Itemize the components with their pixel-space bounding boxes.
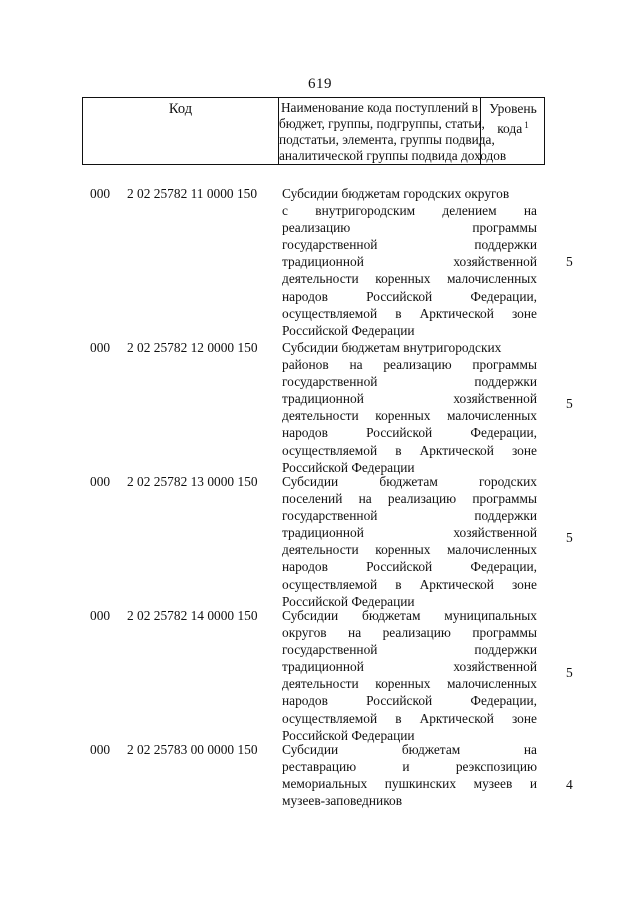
row-level: 5 [566, 396, 573, 411]
row-description-line: Субсидии бюджетам на [282, 742, 537, 757]
header-level-text: кода [497, 121, 523, 136]
row-description-line: деятельности коренных малочисленных [282, 271, 537, 287]
row-description-line: деятельности коренных малочисленных [282, 542, 537, 558]
row-description-line: традиционной хозяйственной [282, 391, 537, 407]
header-code-cell [83, 98, 279, 164]
header-name-line: Наименование кода поступлений в [280, 100, 479, 115]
row-description-line: народов Российской Федерации, [282, 559, 537, 575]
row-description-line: традиционной хозяйственной [282, 525, 537, 541]
header-name-cell [279, 98, 507, 164]
row-description-line: осуществляемой в Арктической зоне [282, 442, 537, 458]
row-code: 2 02 25782 13 0000 150 [127, 474, 258, 489]
footnote-marker: 1 [524, 120, 529, 130]
row-description-line: Российской Федерации [282, 593, 415, 609]
header-name-line: бюджет, группы, подгруппы, статьи, [279, 116, 485, 131]
row-description-line: народов Российской Федерации, [282, 288, 537, 304]
row-prefix: 000 [90, 608, 111, 623]
row-level: 5 [566, 530, 573, 545]
row-description-line: осуществляемой в Арктической зоне [282, 710, 537, 726]
row-description-line: Субсидии бюджетам внутригородских [282, 340, 502, 355]
row-code: 2 02 25782 12 0000 150 [127, 340, 258, 355]
row-code: 2 02 25783 00 0000 150 [127, 742, 258, 757]
row-description-line: поселений на реализацию программы [282, 491, 537, 507]
row-description-line: музеев-заповедников [282, 793, 403, 809]
row-description-line: осуществляемой в Арктической зоне [282, 576, 537, 592]
row-description-line: традиционной хозяйственной [282, 659, 537, 675]
row-description-line: народов Российской Федерации, [282, 425, 537, 441]
row-prefix: 000 [90, 474, 111, 489]
row-description [282, 607, 537, 744]
header-level-line2 [481, 117, 545, 137]
row-prefix: 000 [90, 340, 111, 355]
row-description-line: с внутригородским делением на [282, 203, 537, 219]
row-description-line: осуществляемой в Арктической зоне [282, 305, 537, 321]
row-description-line: государственной поддержки [282, 508, 537, 524]
row-level: 4 [566, 777, 573, 792]
header-level-line1: Уровень [489, 101, 537, 116]
row-description-line: деятельности коренных малочисленных [282, 408, 537, 424]
row-description-line: мемориальных пушкинских музеев и [282, 776, 537, 792]
row-description [282, 473, 537, 610]
row-description-line: реставрацию и реэкспозицию [282, 759, 537, 775]
row-description-line: государственной поддержки [282, 374, 537, 390]
row-description-line: традиционной хозяйственной [282, 254, 537, 270]
row-description [282, 185, 537, 339]
row-prefix: 000 [90, 742, 111, 757]
row-description-line: реализацию программы [282, 220, 537, 236]
row-description-line: Субсидии бюджетам городских округов [282, 186, 510, 201]
header-code-label: Код [168, 101, 193, 117]
row-description-line: государственной поддержки [282, 642, 537, 658]
row-description-line: Российской Федерации [282, 459, 415, 475]
row-description-line: деятельности коренных малочисленных [282, 676, 537, 692]
row-level: 5 [566, 665, 573, 680]
row-description-line: Российской Федерации [282, 727, 415, 743]
row-prefix: 000 [90, 186, 111, 201]
table-header [82, 97, 545, 165]
page-number: 619 [308, 76, 332, 92]
row-description-line: Субсидии бюджетам муниципальных [282, 608, 537, 623]
header-level-cell [481, 98, 545, 164]
row-code: 2 02 25782 11 0000 150 [127, 186, 258, 201]
row-description [282, 741, 537, 809]
row-level: 5 [566, 254, 573, 269]
row-description [282, 339, 537, 476]
row-code: 2 02 25782 14 0000 150 [127, 608, 258, 623]
row-description-line: районов на реализацию программы [282, 357, 537, 373]
row-description-line: народов Российской Федерации, [282, 693, 537, 709]
row-description-line: округов на реализацию программы [282, 625, 537, 641]
row-description-line: Российской Федерации [282, 322, 415, 338]
row-description-line: Субсидии бюджетам городских [282, 474, 537, 489]
header-name-line: подстатьи, элемента, группы подвида, [279, 132, 495, 147]
header-name-line: аналитической группы подвида доходов [279, 148, 507, 163]
row-description-line: государственной поддержки [282, 237, 537, 253]
